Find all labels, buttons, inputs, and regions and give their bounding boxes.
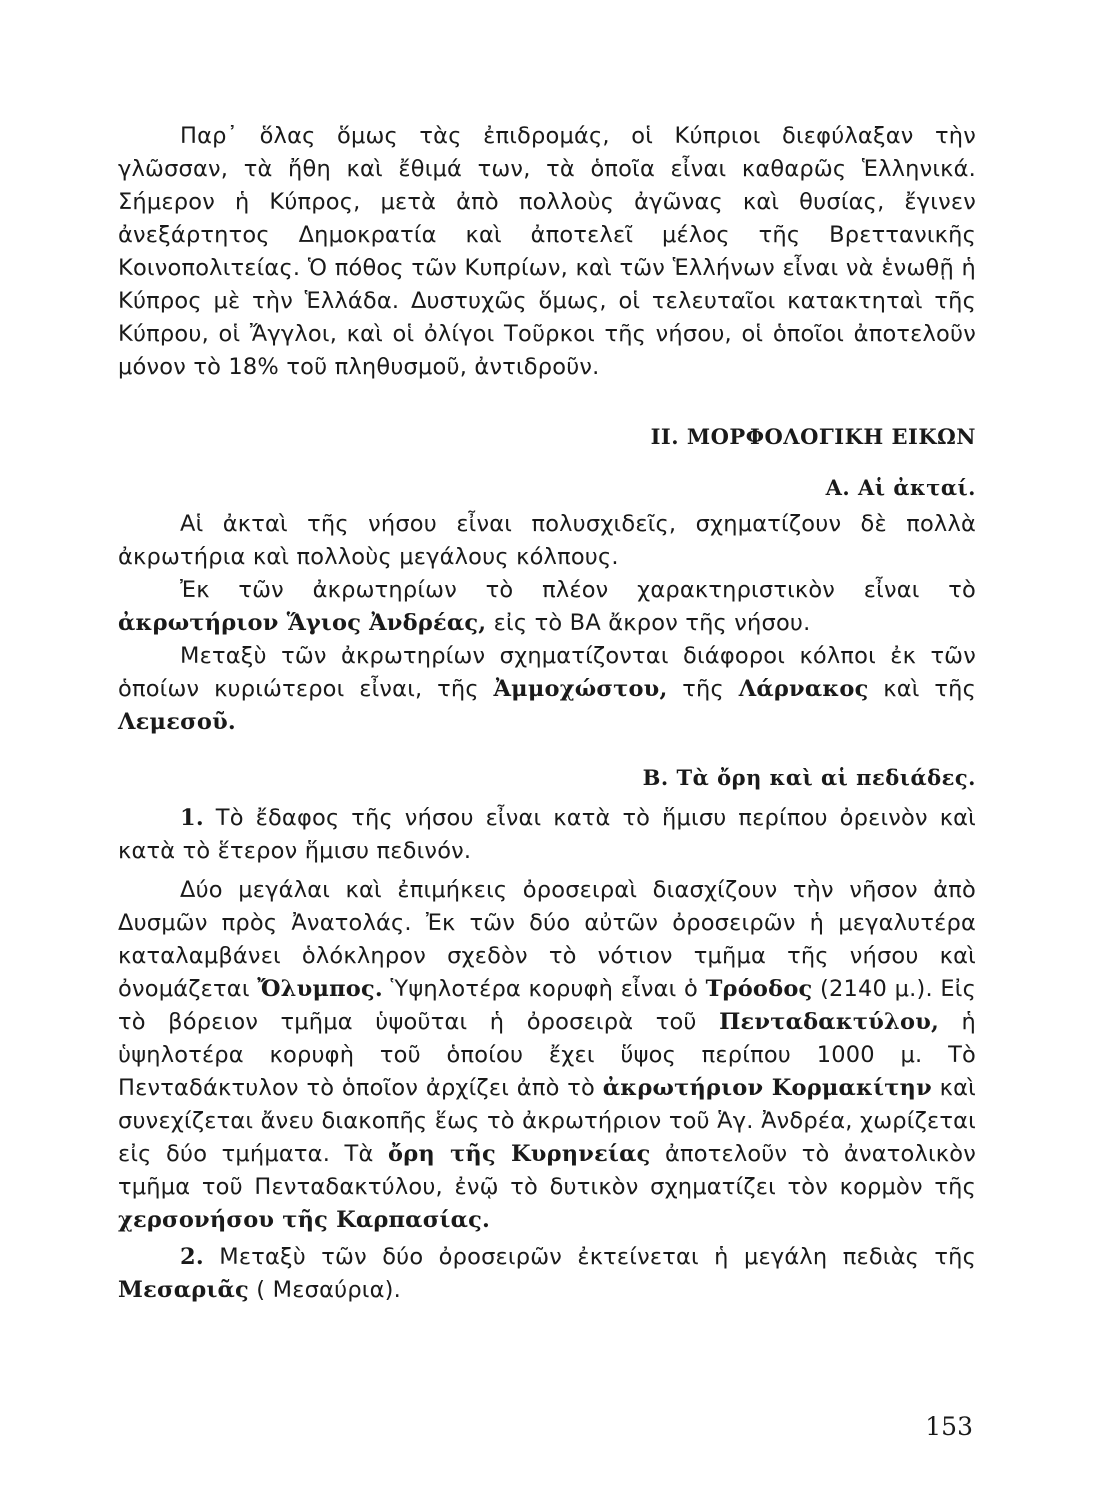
- coasts-paragraph-1: Αἱ ἀκταὶ τῆς νήσου εἶναι πολυσχιδεῖς, σχηματίζουν δὲ πολλὰ ἀκρωτήρια καὶ πολλοὺς μεγάλους κόλπους.: [118, 511, 976, 570]
- mountains-paragraph-3: [118, 1241, 976, 1307]
- text-run: ἡ ὑψηλοτέρα κορυφὴ τοῦ ὁποίου ἔχει ὕψος περίπου 1000 μ. Τὸ Πενταδάκτυλον τὸ ὁποῖον ἀρχίζει ἀπὸ τὸ: [118, 1009, 976, 1101]
- peninsula-name: χερσονήσου τῆς Καρπασίας.: [118, 1207, 491, 1233]
- bay-name: Λεμεσοῦ.: [118, 709, 236, 735]
- text-run: Τὸ ἔδαφος τῆς νήσου εἶναι κατὰ τὸ ἥμισυ περίπου ὀρεινὸν καὶ κατὰ τὸ ἕτερον ἥμισυ πεδινόν.: [118, 805, 976, 864]
- intro-paragraph: Παρ᾽ ὅλας ὅμως τὰς ἐπιδρομάς, οἱ Κύπριοι διεφύλαξαν τὴν γλῶσσαν, τὰ ἤθη καὶ ἔθιμά των, τὰ ὁποῖα εἶναι καθαρῶς Ἑλληνικά. Σήμερον ἡ Κύπρος, μετὰ ἀπὸ πολλοὺς ἀγῶνας καὶ θυσίας, ἔγινεν ἀνεξάρτητος Δημοκρατία καὶ ἀποτελεῖ μέλος τῆς Βρεττανικῆς Κοινοπολιτείας. Ὁ πόθος τῶν Κυπρίων, καὶ τῶν Ἑλλήνων εἶναι νὰ ἑνωθῇ ἡ Κύπρος μὲ τὴν Ἑλλάδα. Δυστυχῶς ὅμως, οἱ τελευταῖοι κατακτηταὶ τῆς Κύπρου, οἱ Ἄγγλοι, καὶ οἱ ὀλίγοι Τοῦρκοι τῆς νήσου, οἱ ὁποῖοι ἀποτελοῦν μόνον τὸ 18% τοῦ πληθυσμοῦ, ἀντιδροῦν.: [118, 123, 976, 380]
- plain-name: Μεσαριᾶς: [118, 1277, 249, 1303]
- subsection-heading-mountains: Β. Τὰ ὄρη καὶ αἱ πεδιάδες.: [642, 765, 976, 790]
- range-name: Πενταδακτύλου,: [719, 1009, 940, 1035]
- text-run: τῆς: [667, 676, 739, 702]
- item-number: 2.: [180, 1244, 204, 1270]
- page-content: [118, 120, 976, 1307]
- text-run: Μεταξὺ τῶν δύο ὀροσειρῶν ἐκτείνεται ἡ μεγάλη πεδιὰς τῆς: [203, 1244, 976, 1270]
- cape-name: ἀκρωτήριον Κορμακίτην: [602, 1075, 932, 1101]
- text-run: Ὑψηλοτέρα κορυφὴ εἶναι ὁ: [382, 976, 706, 1002]
- text-run: (2140 μ.). Εἰς τὸ βόρειον τμῆμα ὑψοῦται ἡ ὀροσειρὰ τοῦ: [118, 976, 976, 1035]
- text-run: καὶ τῆς: [868, 676, 976, 702]
- cape-name: ἀκρωτήριον Ἅγιος Ἀνδρέας,: [118, 610, 487, 636]
- text-run: ( Μεσαύρια).: [248, 1277, 401, 1303]
- text-run: ἀποτελοῦν τὸ ἀνατολικὸν τμῆμα τοῦ Πενταδακτύλου, ἐνῷ τὸ δυτικὸν σχηματίζει τὸν κορμὸν τῆς: [118, 1141, 977, 1200]
- text-run: εἰς τὸ ΒΑ ἄκρον τῆς νήσου.: [486, 610, 811, 636]
- mountains-paragraph-2: [118, 874, 976, 1237]
- page-number: 153: [925, 1412, 973, 1441]
- peak-name: Τρόοδος: [705, 976, 813, 1002]
- item-number: 1.: [180, 805, 204, 831]
- range-name: Ὄλυμπος.: [257, 976, 383, 1002]
- range-name: ὄρη τῆς Κυρηνείας: [387, 1141, 651, 1167]
- text-run: Ἐκ τῶν ἀκρωτηρίων τὸ πλέον χαρακτηριστικὸν εἶναι τὸ: [180, 577, 976, 603]
- subsection-heading-coasts: Α. Αἱ ἀκταί.: [825, 475, 976, 500]
- section-heading-morphology: II. ΜΟΡΦΟΛΟΓΙΚΗ ΕΙΚΩΝ: [650, 424, 976, 449]
- coasts-paragraph-2: [118, 574, 976, 640]
- coasts-paragraph-3: [118, 640, 976, 739]
- bay-name: Ἀμμοχώστου,: [493, 676, 668, 702]
- text-run: Μεταξὺ τῶν ἀκρωτηρίων σχηματίζονται διάφοροι κόλποι ἐκ τῶν ὁποίων κυριώτεροι εἶναι, τῆς: [118, 643, 976, 702]
- mountains-paragraph-1: [118, 802, 976, 868]
- bay-name: Λάρνακος: [738, 676, 869, 702]
- text-run: καὶ συνεχίζεται ἄνευ διακοπῆς ἕως τὸ ἀκρωτήριον τοῦ Ἁγ. Ἀνδρέα, χωρίζεται εἰς δύο τμήματα. Τὰ: [118, 1075, 976, 1167]
- text-run: Δύο μεγάλαι καὶ ἐπιμήκεις ὀροσειραὶ διασχίζουν τὴν νῆσον ἀπὸ Δυσμῶν πρὸς Ἀνατολάς. Ἐκ τῶν δύο αὐτῶν ὀροσειρῶν ἡ μεγαλυτέρα καταλαμβάνει ὁλόκληρον σχεδὸν τὸ νότιον τμῆμα τῆς νήσου καὶ ὀνομάζεται: [118, 877, 976, 1002]
